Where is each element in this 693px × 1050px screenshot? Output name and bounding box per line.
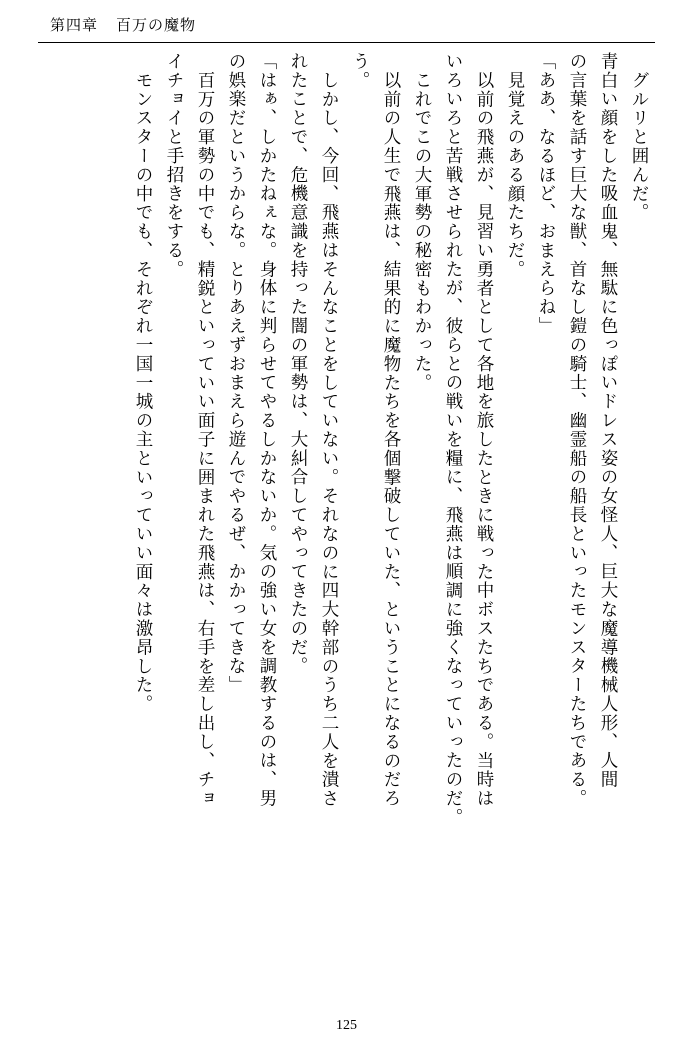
text-column: の言葉を話す巨大な獣、首なし鎧の騎士、幽霊船の船長といったモンスターたちである。: [568, 52, 588, 808]
text-column: 「はぁ、しかたねぇな。身体に判らせてやるしかないか。気の強い女を調教するのは、男: [258, 52, 278, 808]
text-column: 百万の軍勢の中でも、精鋭といっていい面子に囲まれた飛燕は、右手を差し出し、チョ: [196, 71, 216, 809]
text-column: モンスターの中でも、それぞれ一国一城の主といっていい面々は激昂した。: [134, 71, 154, 714]
chapter-number: 第四章: [50, 18, 99, 34]
text-column: これでこの大軍勢の秘密もわかった。: [413, 71, 433, 393]
text-column: 青白い顔をした吸血鬼、無駄に色っぽいドレス姿の女怪人、巨大な魔導機械人形、人間: [599, 52, 619, 790]
text-column: 「ああ、なるほど、おまえらね」: [537, 52, 557, 336]
text-column: う。: [351, 52, 371, 90]
text-column: しかし、今回、飛燕はそんなことをしていない。それなのに四大幹部のうち二人を潰さ: [320, 71, 340, 809]
text-column: れたことで、危機意識を持った闇の軍勢は、大糾合してやってきたのだ。: [289, 52, 309, 676]
chapter-title: 百万の魔物: [116, 18, 197, 34]
header-divider: [38, 42, 655, 43]
text-column: グルリと囲んだ。: [630, 71, 650, 223]
page-number: 125: [336, 1018, 357, 1033]
text-column: 見覚えのある顔たちだ。: [506, 71, 526, 279]
vertical-body-text: [38, 52, 655, 982]
text-column: 以前の人生で飛燕は、結果的に魔物たちを各個撃破していた、ということになるのだろ: [382, 71, 402, 809]
text-column: いろいろと苦戦させられたが、彼らとの戦いを糧に、飛燕は順調に強くなっていったのだ。: [444, 52, 464, 827]
text-column: イチョイと手招きをする。: [165, 52, 185, 279]
running-head: [50, 14, 196, 35]
text-column: の娯楽だというからな。とりあえずおまえら遊んでやるぜ、かかってきな」: [227, 52, 247, 695]
text-column: 以前の飛燕が、見習い勇者として各地を旅したときに戦った中ボスたちである。当時は: [475, 71, 495, 809]
